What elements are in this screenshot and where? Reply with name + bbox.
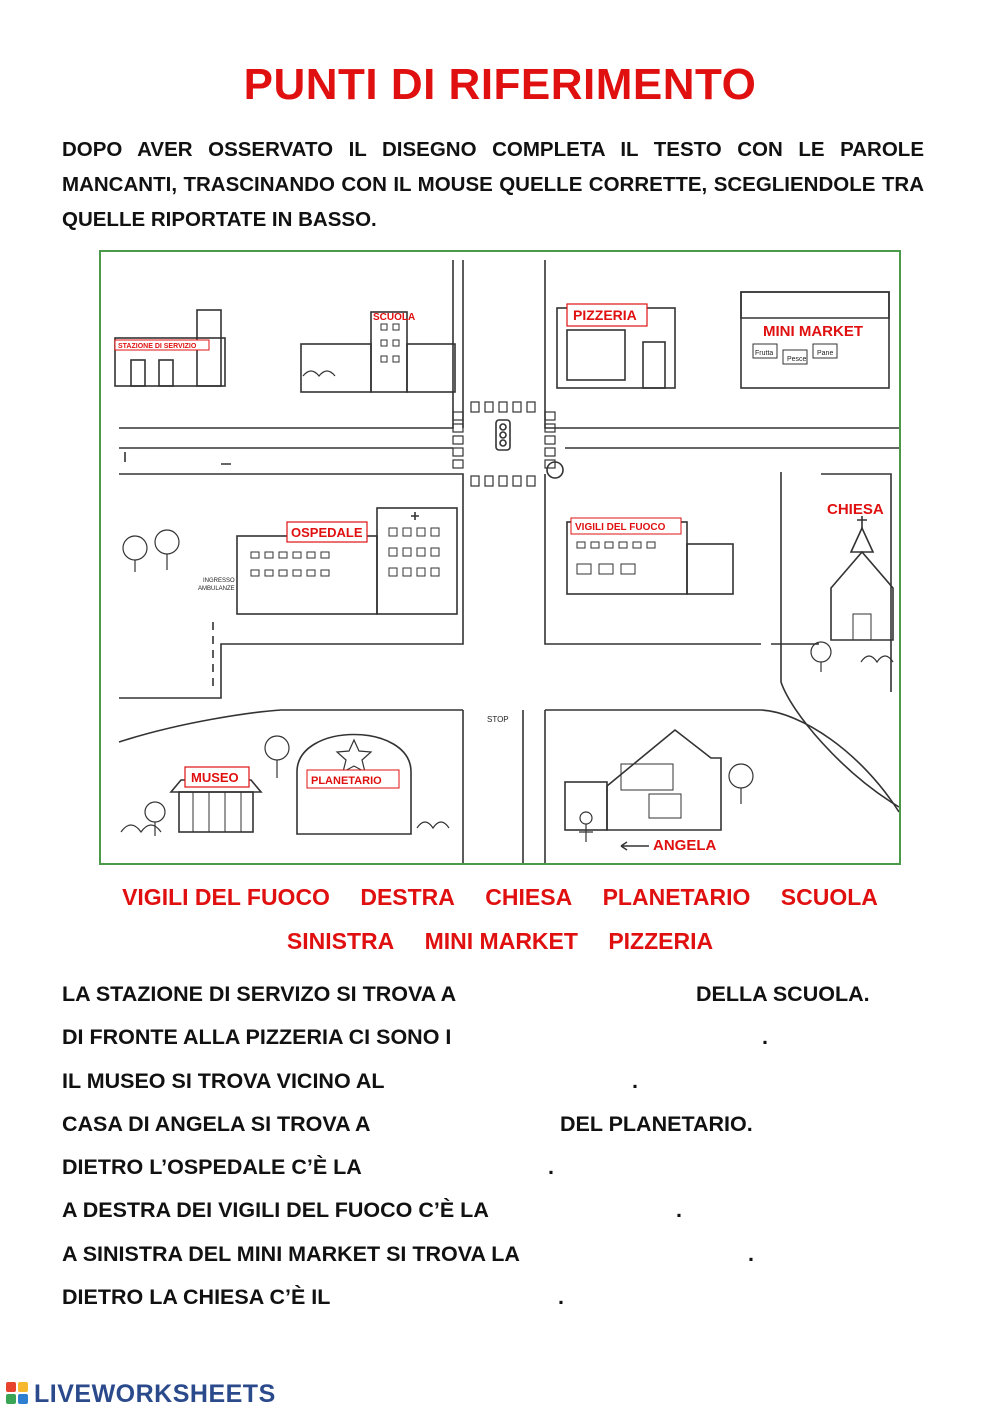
- word-chip[interactable]: SCUOLA: [780, 884, 878, 910]
- sentence-text: IL MUSEO SI TROVA VICINO AL: [62, 1068, 385, 1093]
- label-frutta: Frutta: [755, 350, 774, 357]
- word-chip[interactable]: SINISTRA: [286, 928, 395, 954]
- label-vigili: VIGILI DEL FUOCO: [575, 522, 666, 533]
- sentence-text: LA STAZIONE DI SERVIZO SI TROVA A: [62, 982, 457, 1006]
- label-chiesa: CHIESA: [827, 501, 884, 518]
- sentence-row: [62, 1147, 942, 1190]
- word-bank-row-1: [60, 875, 940, 919]
- label-museo: MUSEO: [191, 770, 239, 785]
- drop-target[interactable]: [568, 1196, 668, 1225]
- label-ospedale: OSPEDALE: [291, 525, 363, 540]
- sentence-text: A SINISTRA DEL MINI MARKET SI TROVA LA: [62, 1241, 520, 1266]
- sentence-text: .: [558, 1285, 564, 1310]
- drop-target[interactable]: [422, 1153, 542, 1182]
- drop-target[interactable]: [392, 1283, 552, 1312]
- sentence-text: .: [748, 1241, 754, 1266]
- map-drawing: [101, 252, 899, 863]
- sentence-row: [62, 1104, 942, 1147]
- sentence-text: .: [632, 1068, 638, 1093]
- logo-square: [18, 1382, 28, 1392]
- drop-target[interactable]: [528, 1023, 758, 1052]
- town-map: [99, 250, 901, 865]
- label-pizzeria: PIZZERIA: [573, 307, 637, 323]
- sentence-text: DIETRO L’OSPEDALE C’È LA: [62, 1155, 362, 1180]
- page-title: PUNTI DI RIFERIMENTO: [243, 60, 757, 109]
- sentence-text: .: [762, 1025, 768, 1050]
- word-chip[interactable]: DESTRA: [360, 884, 455, 910]
- label-ambulanze: AMBULANZE: [198, 586, 235, 592]
- label-ingresso: INGRESSO: [203, 578, 235, 584]
- sentence-text: DI FRONTE ALLA PIZZERIA CI SONO I: [62, 1025, 452, 1050]
- label-stazione: STAZIONE DI SERVIZIO: [118, 343, 197, 350]
- sentence-text: DIETRO LA CHIESA C’È IL: [62, 1285, 331, 1310]
- instructions: DOPO AVER OSSERVATO IL DISEGNO COMPLETA IL TESTO CON LE PAROLE MANCANTI, TRASCINANDO CON IL MOUSE QUELLE CORRETTE, SCEGLIENDOLE TRA QUELLE RIPORTATE IN BASSO.: [62, 138, 924, 231]
- label-stop: STOP: [487, 715, 509, 724]
- label-pane: Pane: [817, 350, 834, 357]
- drop-target[interactable]: [438, 1110, 558, 1139]
- drop-target[interactable]: [536, 980, 686, 1009]
- sentence-row: [62, 1190, 942, 1233]
- word-chip[interactable]: PIZZERIA: [608, 928, 714, 954]
- drop-target[interactable]: [612, 1240, 742, 1269]
- logo-square: [6, 1394, 16, 1404]
- word-chip[interactable]: MINI MARKET: [424, 928, 578, 954]
- sentence-text: CASA DI ANGELA SI TROVA A: [62, 1111, 371, 1136]
- drop-target[interactable]: [452, 1067, 632, 1096]
- sentence-row: [62, 1277, 942, 1320]
- footer-brand-text: LIVEWORKSHEETS: [34, 1379, 276, 1408]
- word-chip[interactable]: VIGILI DEL FUOCO: [122, 884, 330, 910]
- sentence-row: [62, 1234, 942, 1277]
- sentence-row: [62, 1061, 942, 1104]
- label-planetario: PLANETARIO: [311, 775, 382, 787]
- word-bank-row-2: [60, 919, 940, 963]
- sentence-text: .: [548, 1155, 554, 1180]
- liveworksheets-logo-icon: [6, 1382, 30, 1406]
- word-chip[interactable]: CHIESA: [485, 884, 573, 910]
- sentence-text: DELLA SCUOLA.: [696, 982, 870, 1006]
- label-mini-market: MINI MARKET: [763, 323, 863, 340]
- sentence-text: DEL PLANETARIO.: [560, 1111, 753, 1136]
- sentence-text: .: [676, 1198, 682, 1223]
- sentence-row: [62, 1017, 942, 1060]
- label-angela: ANGELA: [653, 837, 717, 854]
- word-bank: [60, 875, 940, 963]
- footer-brand: [6, 1380, 276, 1408]
- sentence-list: [62, 974, 942, 1320]
- logo-square: [6, 1382, 16, 1392]
- logo-square: [18, 1394, 28, 1404]
- label-scuola: SCUOLA: [373, 312, 416, 323]
- label-pesce: Pesce: [787, 356, 807, 363]
- word-chip[interactable]: PLANETARIO: [602, 884, 751, 910]
- sentence-row: [62, 974, 942, 1017]
- sentence-text: A DESTRA DEI VIGILI DEL FUOCO C’È LA: [62, 1198, 489, 1223]
